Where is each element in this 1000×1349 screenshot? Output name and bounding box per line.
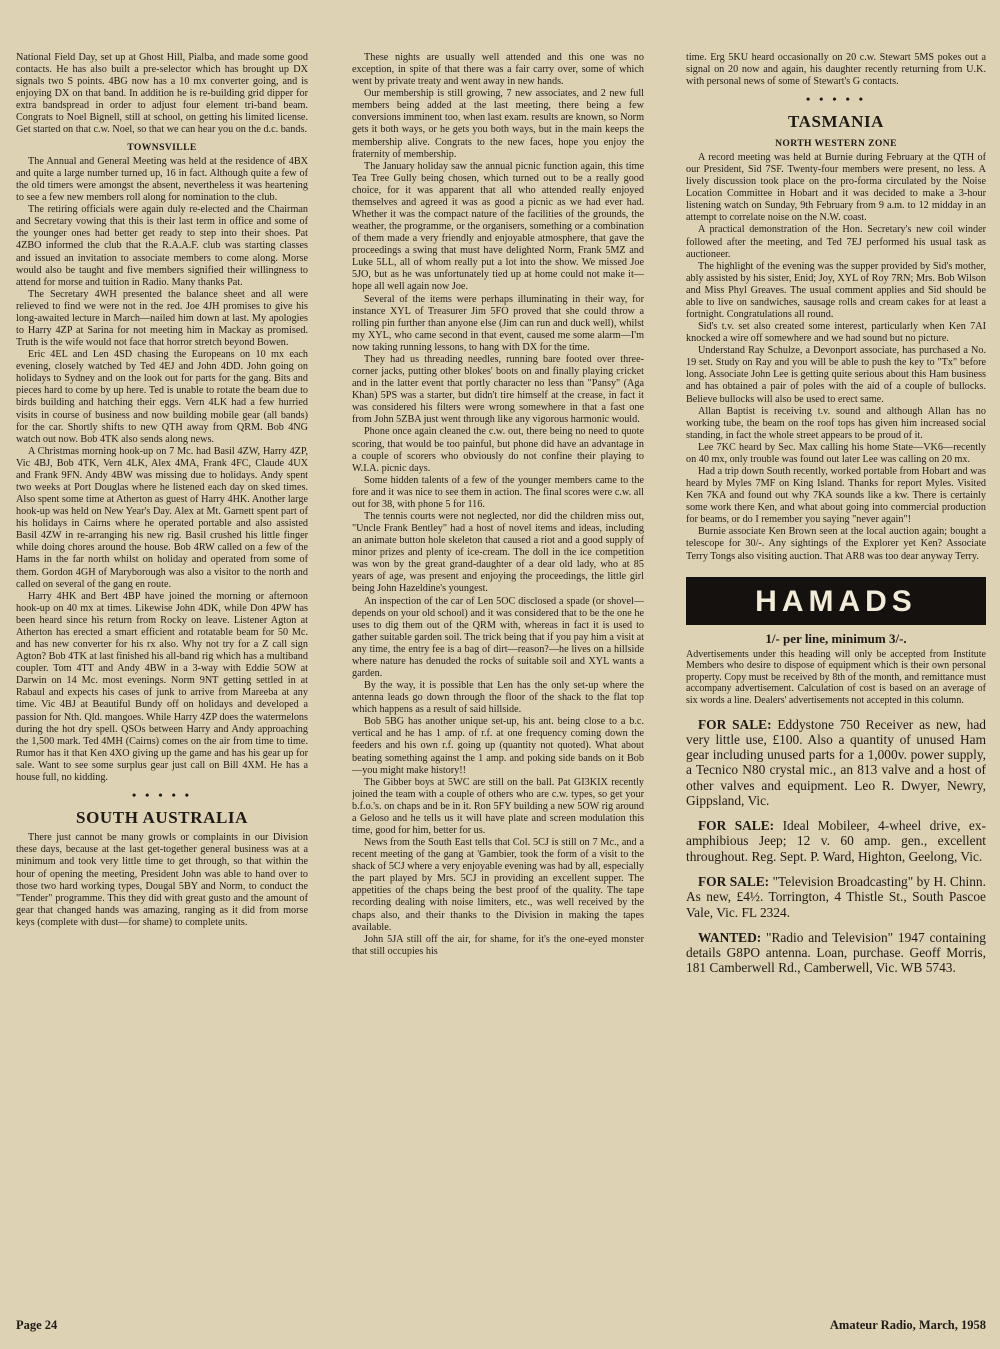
ad-lead: FOR SALE: xyxy=(698,874,770,890)
heading-south-australia: SOUTH AUSTRALIA xyxy=(76,808,248,828)
body-paragraph: News from the South East tells that Col. 5CJ is still on 7 Mc., and a recent meeting of the gang at 'Gambier, took the form of a visit to the shack of 5CJ where a very enjoyable evening was had by all, especially the part played by Mrs. 5CJ in providing an excellent supper. The appetities of the chaps being the best proof of the quality. The tape recording dealing with noise limiters, etc., was well received by the chaps also, and their thanks to the Division in making the tapes available. xyxy=(352,837,644,933)
body-paragraph: Lee 7KC heard by Sec. Max calling his home State—VK6—recently on 40 mx, only trouble was found out later Lee was calling on 20 mx. xyxy=(686,441,986,465)
body-paragraph: A practical demonstration of the Hon. Secretary's new coil winder followed after the meeting, and Ted 7EJ performed his usual task as auctioneer. xyxy=(686,224,986,260)
body-paragraph: Several of the items were perhaps illuminating in their way, for instance XYL of Treasurer Jim 5FO proved that she could throw a rolling pin further than anyone else (Jim can run and duck well), whilst my XYL, who came second in that event, caused me some alarm—I'm now taking running lessons, to hang with DX for the time. xyxy=(352,293,644,353)
body-paragraph: They had us threading needles, running bare footed over three-corner jacks, putting other blokes' boots on and finally playing cricket and in the latter event that portly character no less than "Pansy" (Aga Khan) 5PS was a starter, but didn't tire himself at the crease, in fact it was considered his filters were wrong somewhere in that a fast one from John 5ZBA just went through like any vigorous harmonic would. xyxy=(352,353,644,426)
body-paragraph: A record meeting was held at Burnie during February at the QTH of our President, Sid 7SF. Twenty-four members were present, no less. A lively discussion took place on the pro-forma circulated by the Noise Location Committee in Hobart and it was decided to make a 3-hour listening watch on Sunday, 9th February from 9 a.m. to 12 midday in an attempt to correlate noise on the N.W. coast. xyxy=(686,151,986,224)
body-paragraph: Had a trip down South recently, worked portable from Hobart and was heard by Myles 7MF on King Island. Thanks for report Myles. Visited Ken 7KA and found out why 7KA sounds like a kw. There is certainly some work there Ken, and what about going into commercial production for beams, or do I remember you saying "never again"! xyxy=(686,465,986,526)
classified-ad xyxy=(686,818,986,864)
hamads-rate: 1/- per line, minimum 3/-. xyxy=(765,631,907,647)
section-divider: • • • • • xyxy=(131,787,192,802)
body-paragraph: There just cannot be many growls or complaints in our Division these days, because at the last get-together general business was at a minimum and took very little time to get through, so that within the hour of opening the meeting, President John was able to hand over to those two hard working types, Dougal 5BY and Norm, to conduct the "Tender" programme. This they did with great gusto and the amount of gear that changed hands was amazing, ranging as it did from morse keys (complete with dust—for shame) to complete units. xyxy=(16,832,308,928)
body-paragraph: A Christmas morning hook-up on 7 Mc. had Basil 4ZW, Harry 4ZP, Vic 4BJ, Bob 4TK, Vern 4LK, Alex 4MA, Frank 4FC, Claude 4UX and Frank 9FN. Andy 4BW was missing due to holidays. Andy spent two weeks at Port Douglas where he listened each day on sked times. Also spent some time at Atherton as guest of Harry 4HK. Another large hook-up was held on New Year's Day. Alex at Mt. Garnett spent part of his holidays in Cairns where he operated portable and also assisted Basil 4ZW in re-arranging his new rig. Basil crushed his little finger while doing chores around the house. Bob 4RW called on a few of the Hams in the far north whilst on holiday and operated from some of them. Gordon 4GH of Maryborough was also a visitor to the north and called on several of the gang en route. xyxy=(16,445,308,590)
body-paragraph: Harry 4HK and Bert 4BP have joined the morning or afternoon hook-up on 40 mx at times. Likewise John 4DK, while Don 4PW has been heard since his return from Rocky on leave. Listener Agton at Atherton has erected a smart efficient and rotatable beam for 50 Mc. and has new converter for his rx also. Why not try for a Z call sign Agton? Bob 4TK at last finished his all-band rig which has a multiband coupler. Tom 4TT and Andy 4BW in a 3-way with Eddie 5OW at Darwin on 14 Mc. most evenings. Norm 9NT getting settled in at Rabaul and expects his cases of junk to arrive from Mareeba at any time. Vic 4BJ at Beautiful Bundy off on holidays and developed a passion for Nth. Qld. mangoes. While Harry 4ZP does the watermelons during the hot dry spell. QSOs between Harry and Andy approaching the 1,500 mark. Ted 4MH (Cairns) comes on the air from time to time. Rumor has it that Ken 4XO giving up the game and has his gear up for sale. Want to see some surplus gear just call on Bill 4XM. He has a house full, no kidding. xyxy=(16,590,308,783)
body-paragraph: Understand Ray Schulze, a Devonport associate, has purchased a No. 19 set. Study on Ray and you will be able to push the key to "Tx" before long. Associate John Lee is getting quite serious about this Ham business and has obtained a pair of poles with the aid of a couple of bullocks. Believe bullocks will also be used to erect same. xyxy=(686,345,986,405)
body-paragraph: Burnie associate Ken Brown seen at the local auction again; bought a telescope for 30/-. Any sightings of the Explorer yet Ken? Associate Terry Tongs also visiting auction. That AR8 was too dear anyway Terry. xyxy=(686,526,986,562)
ad-text: "Television Broadcasting" by H. Chinn. As new, £4½. Torrington, 4 Thistle St., South Pascoe Vale, Vic. FL 2324. xyxy=(686,874,986,920)
body-paragraph: By the way, it is possible that Len has the only set-up where the antenna leads go down through the floor of the shack to the flat top which happens as a result of said hillside. xyxy=(352,680,644,716)
column-3 xyxy=(686,52,986,1274)
body-paragraph: Phone once again cleaned the c.w. out, there being no need to quote scoring, that would be too painful, but phone did have an advantage in a couple of scorers who obviously do not confine their playing to W.I.A. picnic days. xyxy=(352,426,644,474)
publication-credit: Amateur Radio, March, 1958 xyxy=(829,1318,986,1332)
ad-lead: FOR SALE: xyxy=(698,818,775,834)
ad-text: Ideal Mobileer, 4-wheel drive, ex-amphibious Jeep; 12 v. 60 amp. gen., excellent throughout. Reg. Sept. P. Ward, Highton, Geelong, Vic. xyxy=(686,818,986,864)
body-paragraph: Our membership is still growing, 7 new associates, and 2 new full members being added at the last meeting, there being a few conversions imminent too, when last exam. results are known, so Norm gets it both ways, or he gets you both ways, but in the main keeps the membership alive. Congrats to the new faces, hope you enjoy the fraternity of membership. xyxy=(352,88,644,160)
body-paragraph: time. Erg 5KU heard occasionally on 20 c.w. Stewart 5MS pokes out a signal on 20 now and again, his daughter recently returning from U.K. with personal news of some of Stewart's G contacts. xyxy=(686,52,986,88)
body-paragraph: Some hidden talents of a few of the younger members came to the fore and it was nice to see them in action. The final scores were c.w. all out for 38, with phone 5 for 116. xyxy=(352,474,644,510)
body-paragraph: The Secretary 4WH presented the balance sheet and all were relieved to find we were not in the red. Joe 4JH promises to give his long-awaited lecture in March—nailed him down at last. My apologies to Harry 4ZP at Sarina for not meeting him in Mackay as promised. Truth is the wife would not face that horror stretch beyond Bowen. xyxy=(16,288,308,349)
heading-townsville: TOWNSVILLE xyxy=(127,141,197,153)
heading-tasmania: TASMANIA xyxy=(787,112,885,132)
body-paragraph: The Annual and General Meeting was held at the residence of 4BX and quite a large number turned up, 16 in fact. Although quite a few of the old timers were amongst the absent, nevertheless it was heartening to see a few new members roll along for nomination to the club. xyxy=(16,155,308,204)
body-paragraph: An inspection of the car of Len 5OC disclosed a spade (or shovel—depends on your old school) and it was considered that to be the one he uses to dig them out of the QRM with, whereas in fact it is used to gather suitable garden soil. The trick being that if you pay him a visit at any time, the entry fee is a bag of dirt—reason?—he lives on a hillside where nature has denuded the rocks of suitable soil and XYL wants a garden. xyxy=(352,595,644,679)
hamads-banner: HAMADS xyxy=(686,577,986,626)
classified-ad xyxy=(686,717,986,809)
body-paragraph: The tennis courts were not neglected, nor did the children miss out, "Uncle Frank Bentley" had a host of novel items and ideas, including an animate button hole skeleton that caused a riot and a good supply of minor prizes and plenty of ice-cream. The doll in the ice competition was won by the great grand-daughter of a dear old lady, who at 85 years of age, was present and enjoying the proceedings, the little girl being John Hazeldine's youngest. xyxy=(352,510,644,595)
column-2 xyxy=(352,52,644,1274)
column-1 xyxy=(16,52,308,1274)
body-paragraph: The January holiday saw the annual picnic function again, this time Tea Tree Gully being chosen, which turned out to be a really good choice, for it was apparent that all who attended really enjoyed themselves and agreed it was as good a picnic as we had ever had. Whether it was the compact nature of the facilities of the grounds, the weather, the programme, or the organisers, something or a combination of them made a very friendly and enjoyable atmosphere, that gave the proceedings a swing that must have delighted Norm, Frank 5MZ and Luke 5LL, all of whom really put a lot into the show. We missed Joe 5JO, but as he was unfortunately tied up at home could not make it—hope all well again now Joe. xyxy=(352,160,644,293)
hamads-note: Advertisements under this heading will only be accepted from Institute Members who desire to dispose of equipment which is their own personal property. Copy must be received by 8th of the month, and remittance must accompany advertisement. Calculation of cost is based on an average of six words a line. Dealers' advertisements not accepted in this column. xyxy=(686,648,986,706)
body-paragraph: The retiring officials were again duly re-elected and the Chairman and Secretary vowing that this is their last term in office and some of the younger ones had better get ready to step into their shoes. Pat 4ZBO informed the club that the R.A.A.F. club was starting classes and issued an invitation to associate members to come along. Morse would also be taught and five members signified their willingness to attend for morse and tuition in Radio. Many thanks Pat. xyxy=(16,204,308,288)
body-paragraph: Sid's t.v. set also created some interest, particularly when Ken 7AI knocked a wire off somewhere and we had sound but no picture. xyxy=(686,321,986,345)
ad-lead: WANTED: xyxy=(698,929,762,945)
classified-ad xyxy=(686,874,986,920)
ad-text: "Radio and Television" 1947 containing details G8PO antenna. Loan, purchase. Geoff Morris, 181 Camberwell Rd., Camberwell, Vic. WB 5743. xyxy=(686,929,986,976)
heading-north-western-zone: NORTH WESTERN ZONE xyxy=(775,137,897,149)
body-paragraph: The Gibber boys at 5WC are still on the ball. Pat GI3KIX recently joined the team with a couple of others who are c.w. types, so get your b.f.o.'s. on chaps and be in it. Ron 5FY building a new 5OW rig around a Geloso and he tells us it will have plate and screen modulation this time, good for him, better for us. xyxy=(352,776,644,836)
classified-ad xyxy=(686,930,986,976)
body-paragraph: Bob 5BG has another unique set-up, his ant. being close to a b.c. vertical and he has 1 amp. of r.f. at one frequency coming down the feeders and his own r.f. going up (quantity not quoted). What about beating something against the 1 amp. and poking side bands on it Bob—you might make history!! xyxy=(352,716,644,776)
body-paragraph: These nights are usually well attended and this one was no exception, in spite of that there was a fair carry over, some of which went by private treaty and went away in new hands. xyxy=(352,52,644,88)
intro-paragraph: National Field Day, set up at Ghost Hill, Pialba, and made some good contacts. He has also built a pre-selector which has brought up DX signals two S points. 4BG now has a 10 mx converter going, and is enjoying DX on that band. In addition he is re-building grid dipper for extra bandspread in order to adjust four element tri-band beam. Congrats to Noel Bignell, still at school, on getting his limited license. Get started on that c.w. Noel, so that we can hear you on the d.c. bands. xyxy=(16,52,308,136)
body-paragraph: John 5JA still off the air, for shame, for it's the one-eyed monster that still occupies his xyxy=(352,933,644,957)
ad-lead: FOR SALE: xyxy=(698,716,772,732)
ad-text: Eddystone 750 Receiver as new, had very little use, £100. Also a quantity of unused Ham gear including unused parts for a 1,000v. power supply, a Tecnico N80 crystal mic., an 813 valve and a host of other valves and equipment. Leo R. Dwyer, Newry, Gippsland, Vic. xyxy=(686,716,986,808)
body-paragraph: Allan Baptist is receiving t.v. sound and although Allan has no working tube, the beam on the roof tops has given him increased social standing, in fact the whole street appears to be proud of it. xyxy=(686,405,986,441)
body-paragraph: The highlight of the evening was the supper provided by Sid's mother, ably assisted by his sister, Enid; Joy, XYL of Roy 7RN; Mrs. Bob Wilson and Miss Phyl Greaves. The usual comment applies and Sid should be able to live on sandwiches, sausage rolls and cream cakes for at least a fortnight. Congratulations all round. xyxy=(686,260,986,320)
section-divider: • • • • • xyxy=(805,92,866,107)
page-number: Page 24 xyxy=(16,1318,58,1332)
body-paragraph: Eric 4EL and Len 4SD chasing the Europeans on 10 mx each evening, closely watched by Ted 4EJ and John 4DD. John going on holidays to Sydney and on the look out for parts for the gang. Bits and pieces hard to come by up here. Ted is unable to rotate the beam due to birds building and hatching their eggs. Vern 4LK had a few hurried visits in course of business and now building mobile gear (all bands) for the car. Shortly shifts to new QTH away from QRM. Bob 4NG watch out now. Bob 4TK also sends along news. xyxy=(16,349,308,445)
